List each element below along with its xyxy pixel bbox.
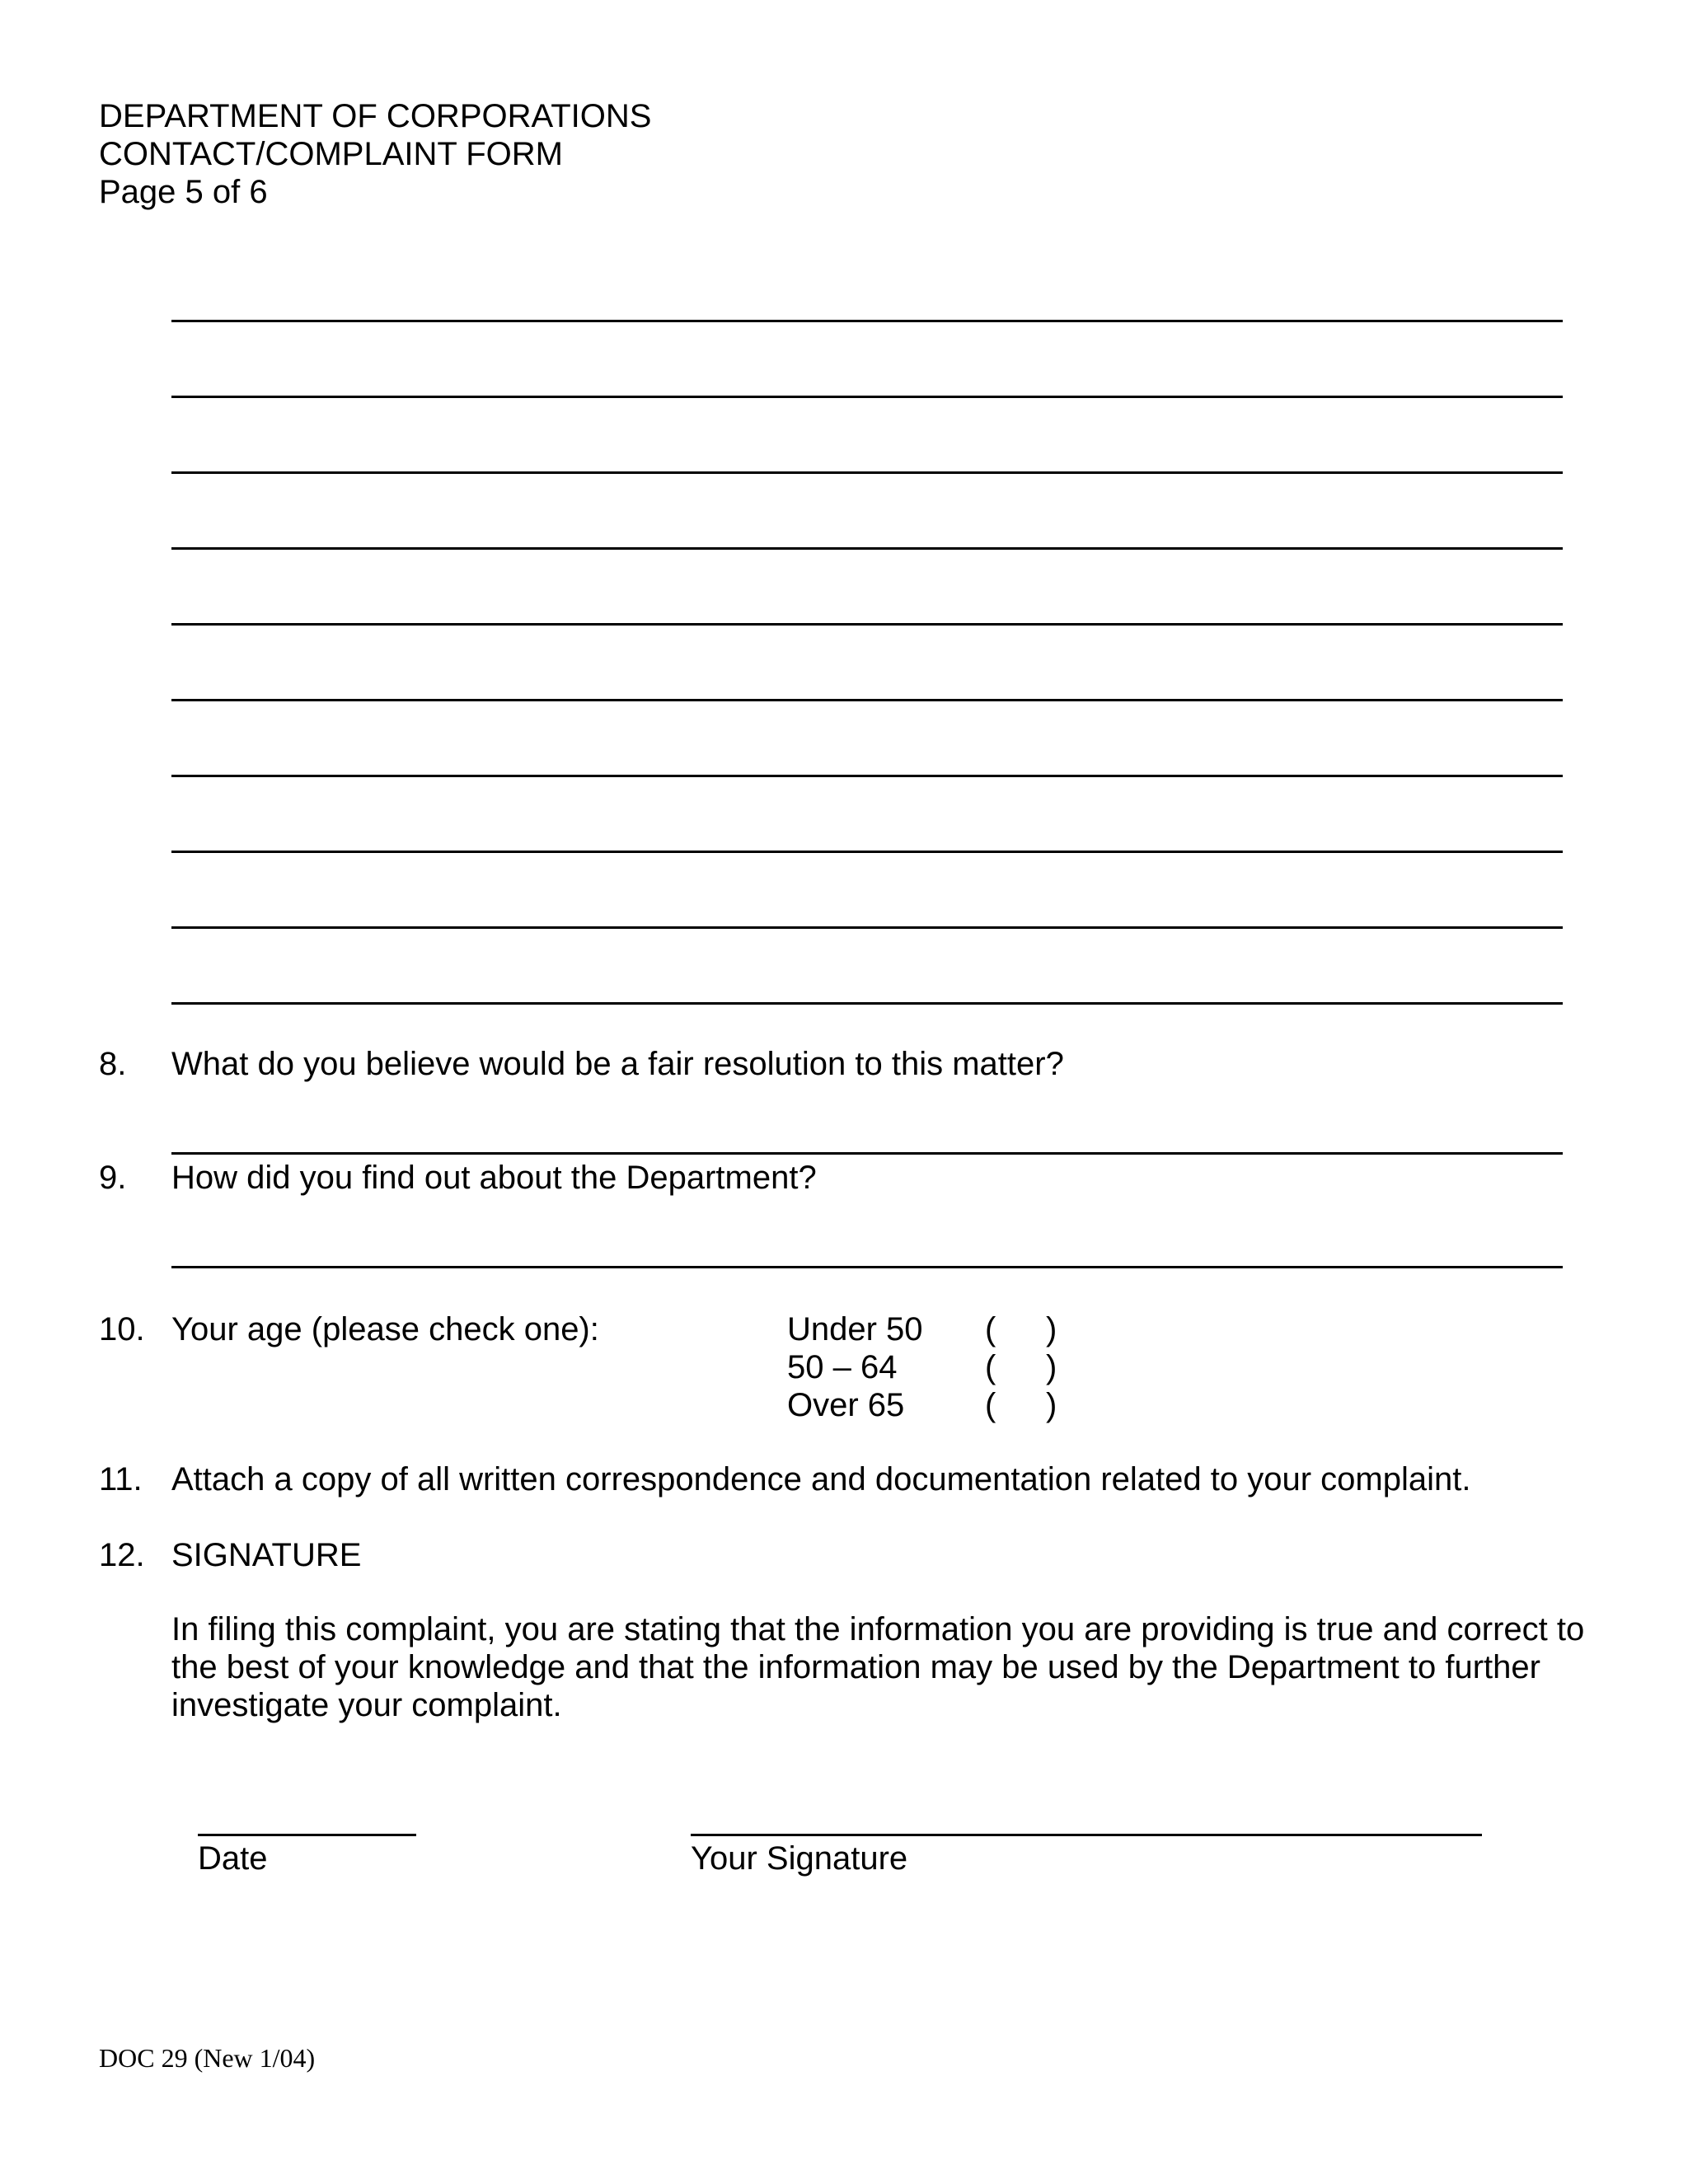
close-paren: )	[1046, 1349, 1057, 1385]
signature-statement: In filing this complaint, you are stating that the information you are providing is true and correct to the best of your knowledge and that the information may be used by the Department to further investigate your complaint.	[171, 1611, 1585, 1723]
signature-heading: SIGNATURE	[171, 1537, 362, 1573]
question-9-number: 9.	[99, 1160, 127, 1196]
close-paren: )	[1046, 1387, 1057, 1423]
open-paren: (	[985, 1311, 996, 1347]
question-9-text: How did you find out about the Department?	[171, 1160, 817, 1196]
date-line[interactable]	[198, 1834, 416, 1836]
question-11-text: Attach a copy of all written correspondence and documentation related to your complaint.	[171, 1461, 1471, 1497]
signature-label: Your Signature	[691, 1840, 908, 1877]
question-8-answer-line[interactable]	[171, 1152, 1563, 1155]
question-11-number: 11.	[99, 1461, 143, 1497]
question-10-text: Your age (please check one):	[171, 1311, 599, 1347]
answer-line[interactable]	[171, 775, 1563, 777]
age-option-under-50-label: Under 50	[787, 1311, 923, 1347]
answer-line[interactable]	[171, 547, 1563, 550]
age-option-50-64-label: 50 – 64	[787, 1349, 898, 1385]
answer-line[interactable]	[171, 320, 1563, 322]
answer-line[interactable]	[171, 396, 1563, 398]
answer-line[interactable]	[171, 471, 1563, 474]
question-10-number: 10.	[99, 1311, 145, 1347]
close-paren: )	[1046, 1311, 1057, 1347]
open-paren: (	[985, 1349, 996, 1385]
answer-line[interactable]	[171, 926, 1563, 929]
question-8-text: What do you believe would be a fair resolution to this matter?	[171, 1046, 1064, 1082]
answer-line[interactable]	[171, 1002, 1563, 1005]
question-9-answer-line[interactable]	[171, 1266, 1563, 1268]
open-paren: (	[985, 1387, 996, 1423]
signature-line[interactable]	[691, 1834, 1482, 1836]
question-12-number: 12.	[99, 1537, 145, 1573]
question-8-number: 8.	[99, 1046, 127, 1082]
page-number: Page 5 of 6	[99, 174, 268, 210]
answer-line[interactable]	[171, 699, 1563, 701]
answer-line[interactable]	[171, 623, 1563, 626]
form-title: CONTACT/COMPLAINT FORM	[99, 136, 563, 172]
answer-line[interactable]	[171, 851, 1563, 853]
form-code: DOC 29 (New 1/04)	[99, 2043, 316, 2073]
age-option-over-65-label: Over 65	[787, 1387, 905, 1423]
date-label: Date	[198, 1840, 268, 1877]
department-name: DEPARTMENT OF CORPORATIONS	[99, 98, 652, 134]
